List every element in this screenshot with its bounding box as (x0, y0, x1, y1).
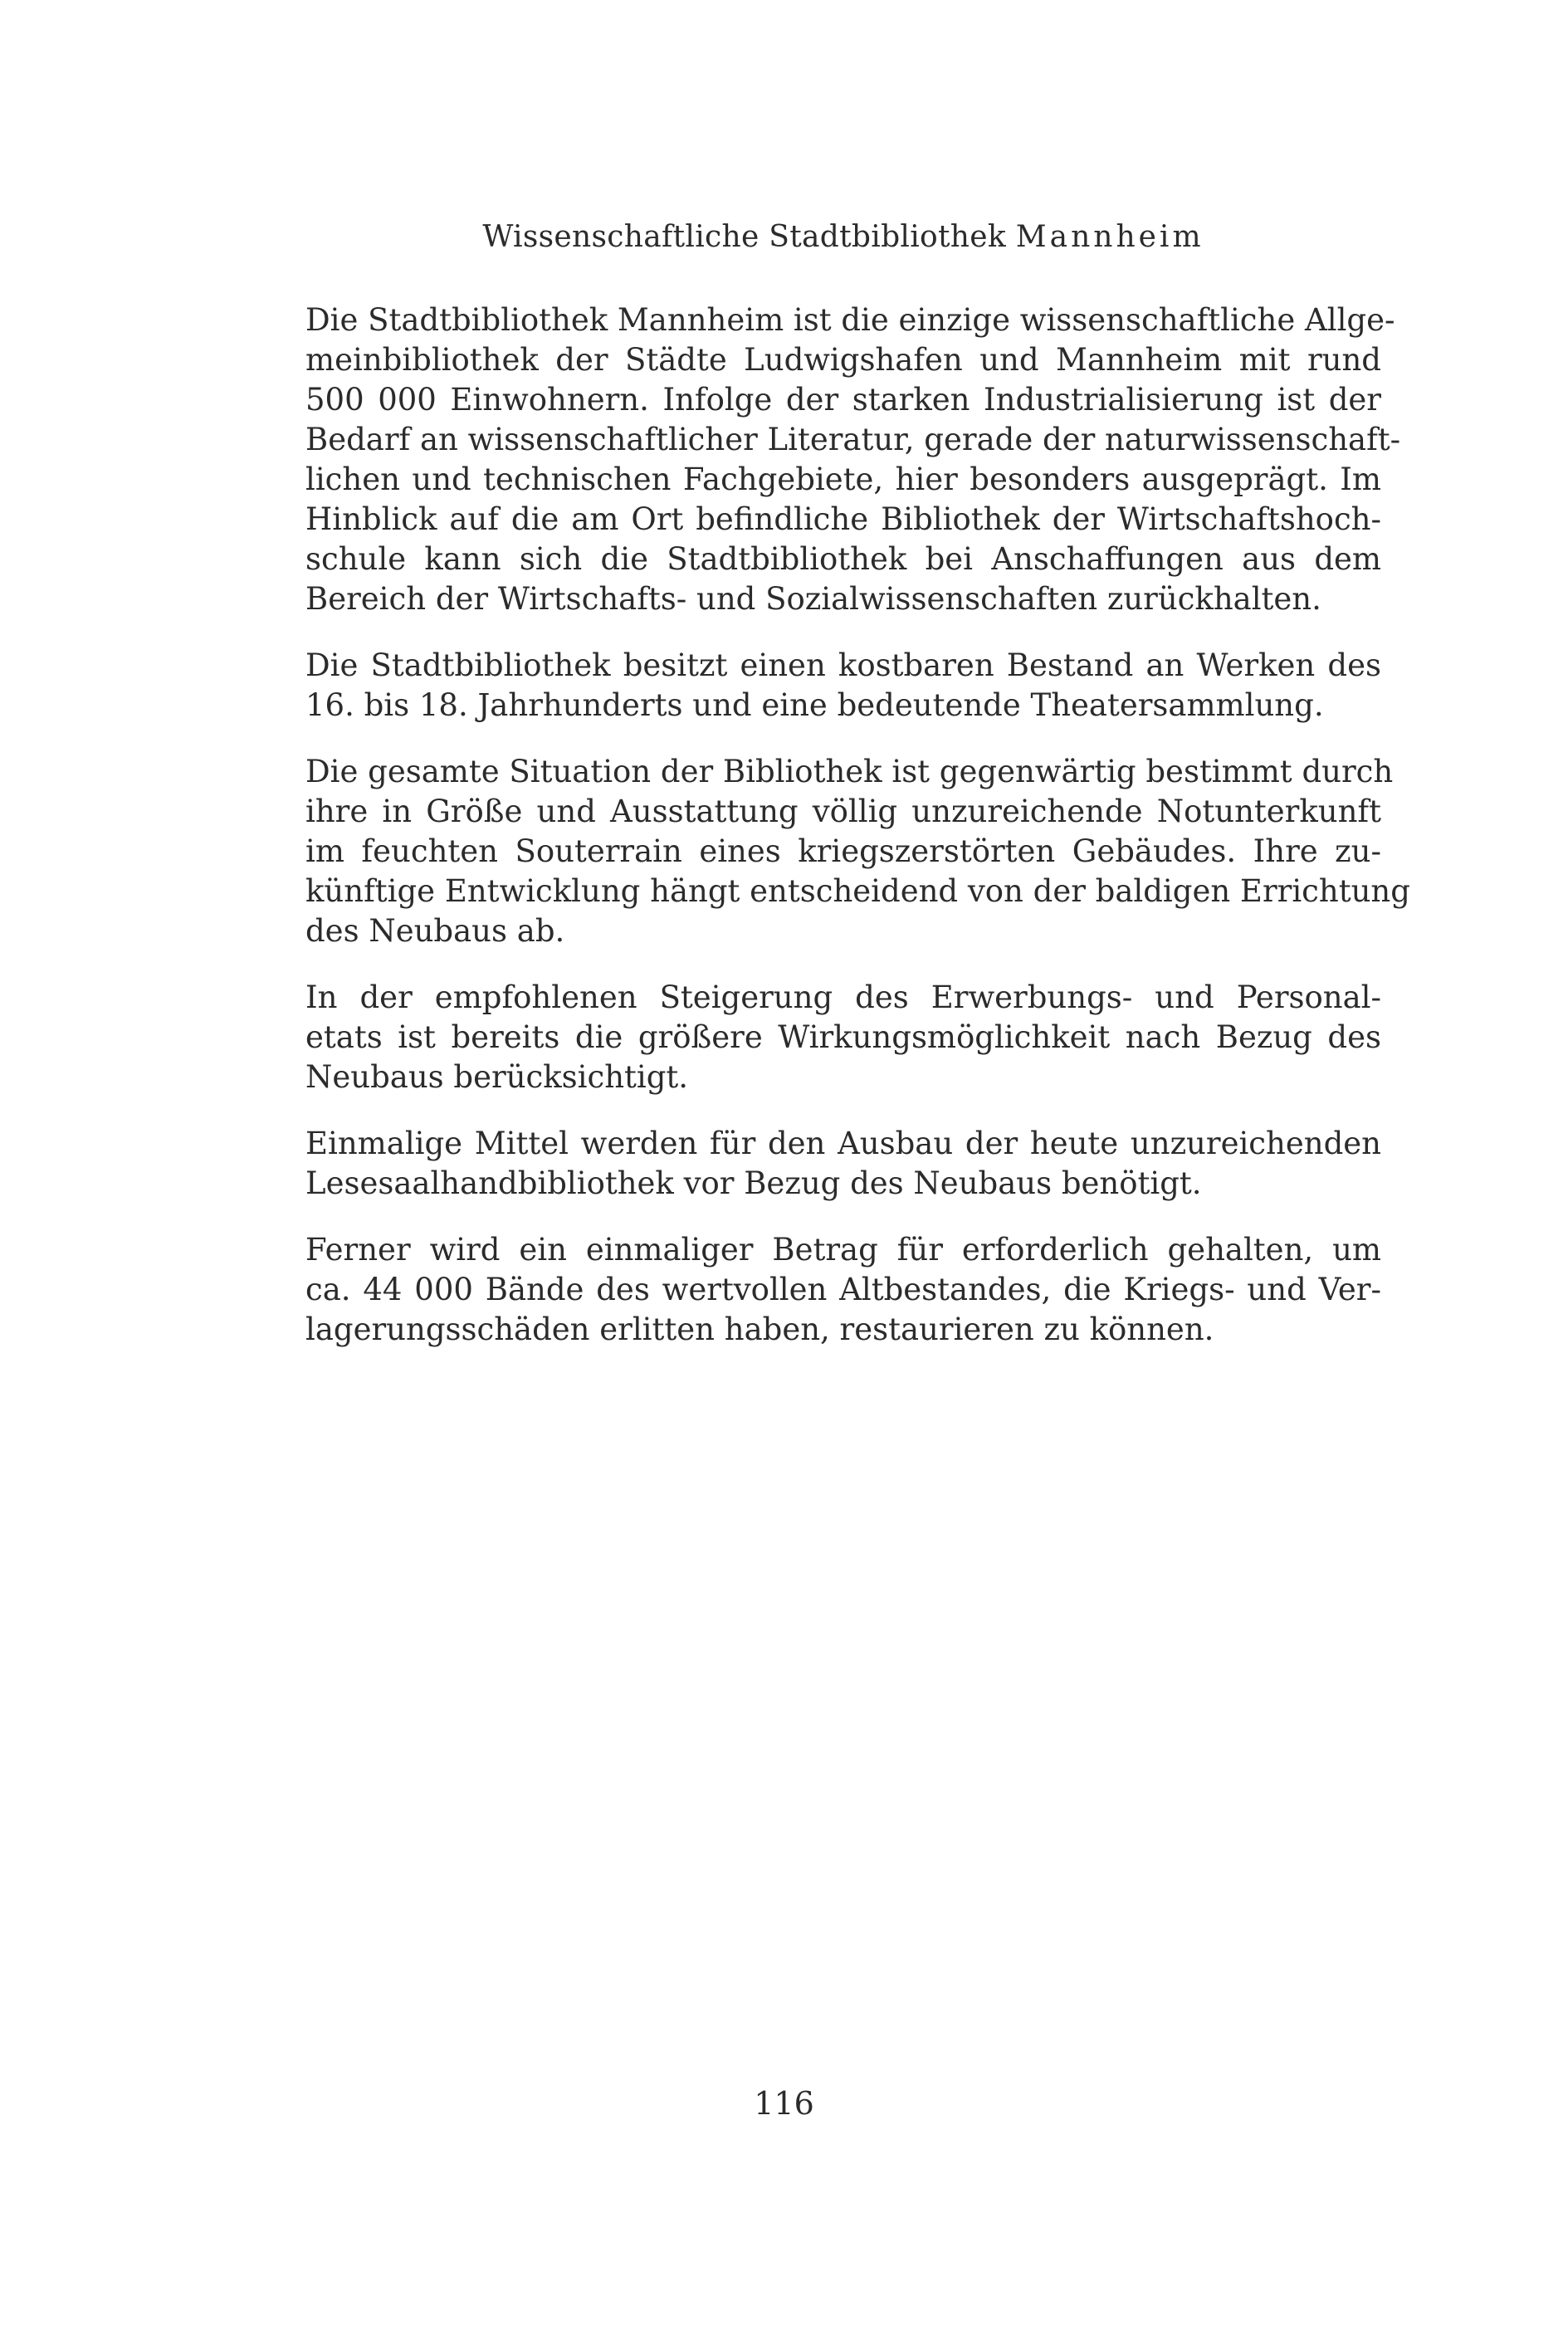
text-line: Die Stadtbibliothek Mannheim ist die einzige wissenschaftliche Allge- (305, 302, 1395, 338)
paragraph-2 (305, 646, 1381, 725)
text-line: des Neubaus ab. (305, 913, 565, 949)
text-line: lagerungsschäden erlitten haben, restaurieren zu können. (305, 1312, 1214, 1347)
text-line: In der empfohlenen Steigerung des Erwerbungs- und Personal- (305, 979, 1381, 1015)
text-line: ca. 44 000 Bände des wertvollen Altbestandes, die Kriegs- und Ver- (305, 1272, 1381, 1307)
page-heading (305, 217, 1381, 257)
text-line: im feuchten Souterrain eines kriegszerstörten Gebäudes. Ihre zu- (305, 833, 1381, 869)
heading-emphasis: Mannheim (1015, 220, 1204, 254)
paragraph-1 (305, 300, 1401, 619)
page-number: 116 (754, 2085, 814, 2122)
text-line: Einmalige Mittel werden für den Ausbau der heute unzureichenden (305, 1126, 1381, 1161)
text-line: lichen und technischen Fachgebiete, hier besonders ausgeprägt. Im (305, 462, 1381, 497)
paragraph-3 (305, 752, 1410, 951)
text-line: etats ist bereits die größere Wirkungsmöglichkeit nach Bezug des (305, 1019, 1381, 1055)
paragraph-6 (305, 1230, 1381, 1350)
text-line: meinbibliothek der Städte Ludwigshafen und Mannheim mit rund (305, 342, 1381, 378)
heading-prefix: Wissenschaftliche Stadtbibliothek (482, 220, 1006, 254)
text-line: Ferner wird ein einmaliger Betrag für erforderlich gehalten, um (305, 1232, 1381, 1268)
text-line: ihre in Größe und Ausstattung völlig unzureichende Notunterkunft (305, 794, 1381, 829)
text-line: 500 000 Einwohnern. Infolge der starken Industrialisierung ist der (305, 382, 1381, 418)
text-line: Die Stadtbibliothek besitzt einen kostbaren Bestand an Werken des (305, 647, 1381, 683)
text-line: künftige Entwicklung hängt entscheidend von der baldigen Errichtung (305, 873, 1410, 909)
text-line: Neubaus berücksichtigt. (305, 1059, 689, 1095)
text-line: 16. bis 18. Jahrhunderts und eine bedeutende Theatersammlung. (305, 687, 1324, 723)
text-line: Hinblick auf die am Ort befindliche Bibliothek der Wirtschaftshoch- (305, 501, 1381, 537)
paragraph-4 (305, 978, 1381, 1097)
text-line: Die gesamte Situation der Bibliothek ist gegenwärtig bestimmt durch (305, 754, 1394, 789)
text-line: schule kann sich die Stadtbibliothek bei Anschaffungen aus dem (305, 541, 1381, 577)
text-line: Lesesaalhandbibliothek vor Bezug des Neubaus benötigt. (305, 1165, 1202, 1201)
body-text (305, 300, 1410, 1376)
text-line: Bereich der Wirtschafts- und Sozialwissenschaften zurückhalten. (305, 581, 1321, 617)
paragraph-5 (305, 1124, 1381, 1204)
text-line: Bedarf an wissenschaftlicher Literatur, gerade der naturwissenschaft- (305, 422, 1401, 457)
